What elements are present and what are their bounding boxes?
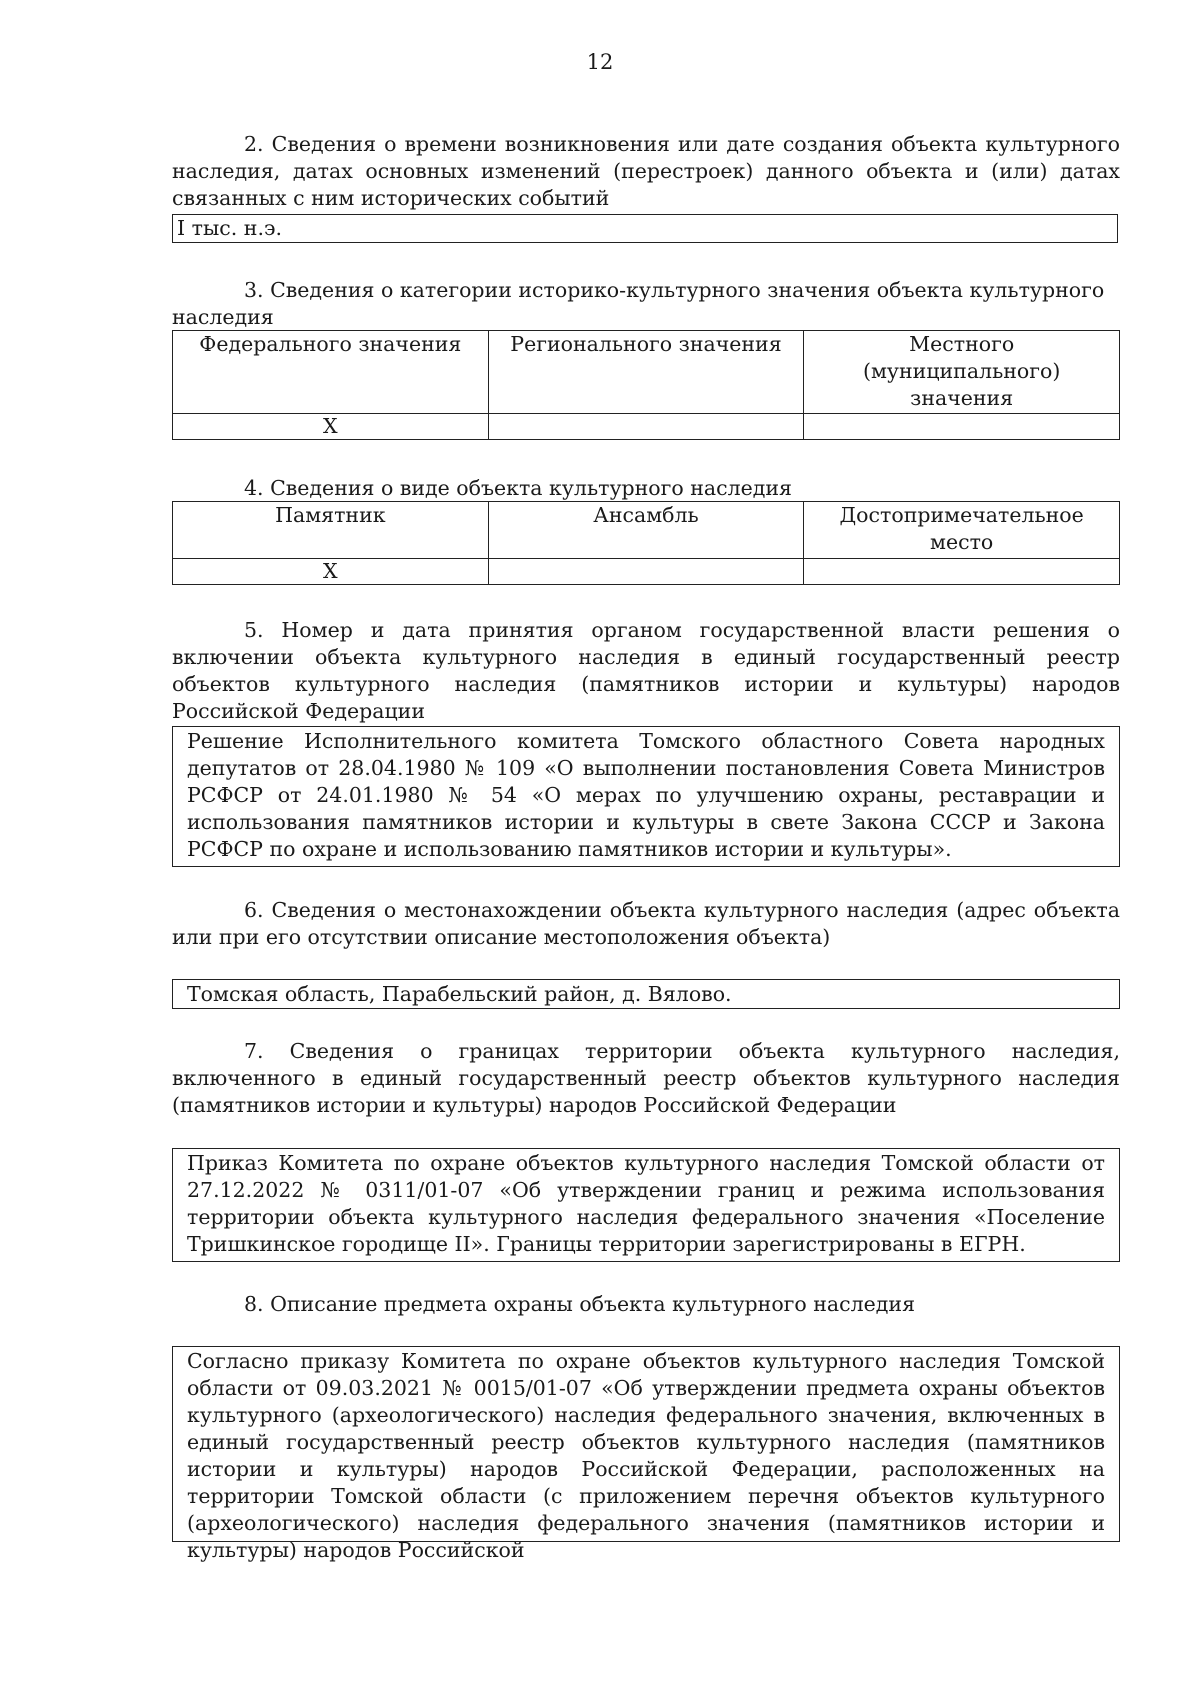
- section-6-heading: 6. Сведения о местонахождении объекта культурного наследия (адрес объекта или при его отсутствии описание местоположения объекта): [172, 898, 1120, 949]
- column-ensemble: Ансамбль: [488, 502, 804, 559]
- mark-regional: [488, 414, 804, 440]
- section-8-heading: 8. Описание предмета охраны объекта культурного наследия: [244, 1292, 916, 1316]
- page-number: 12: [586, 50, 614, 74]
- section-5-value-box: Решение Исполнительного комитета Томского областного Совета народных депутатов от 28.04.1980 № 109 «О выполнении постановления Совета Министров РСФСР от 24.01.1980 № 54 «О мерах по улучшению охраны, реставрации и использования памятников истории и культуры в свете Закона СССР и Закона РСФСР по охране и использованию памятников истории и культуры».: [172, 726, 1120, 867]
- section-8-value-box: Согласно приказу Комитета по охране объектов культурного наследия Томской области от 09.03.2021 № 0015/01-07 «Об утверждении предмета охраны объектов культурного (археологического) наследия федерального значения, включенных в единый государственный реестр объектов культурного наследия (памятников истории и культуры) народов Российской Федерации, расположенных на территории Томской области (с приложением перечня объектов культурного (археологического) наследия федерального значения (памятников истории и культуры) народов Российской: [172, 1346, 1120, 1542]
- table-header-row: [173, 502, 1120, 559]
- table-row: [173, 559, 1120, 585]
- section-2-value: I тыс. н.э.: [177, 216, 282, 240]
- column-local: Местного (муниципального) значения: [804, 331, 1120, 414]
- mark-monument: Х: [173, 559, 489, 585]
- section-2-value-box: [172, 214, 1118, 243]
- section-3-category-table: [172, 330, 1120, 440]
- section-7-heading: 7. Сведения о границах территории объекта культурного наследия, включенного в единый государственный реестр объектов культурного наследия (памятников истории и культуры) народов Российской Федерации: [172, 1039, 1120, 1117]
- section-3-heading: 3. Сведения о категории историко-культурного значения объекта культурного наследия: [172, 278, 1105, 329]
- section-5-heading: 5. Номер и дата принятия органом государственной власти решения о включении объекта культурного наследия в единый государственный реестр объектов культурного наследия (памятников истории и культуры) народов Российской Федерации: [172, 618, 1120, 723]
- mark-landmark: [804, 559, 1120, 585]
- section-4-type-table: [172, 501, 1120, 585]
- section-4-heading: 4. Сведения о виде объекта культурного наследия: [244, 476, 792, 500]
- section-6-value-box: Томская область, Парабельский район, д. Вялово.: [172, 979, 1120, 1009]
- mark-federal: Х: [173, 414, 489, 440]
- column-landmark: Достопримечательное место: [804, 502, 1120, 559]
- column-monument: Памятник: [173, 502, 489, 559]
- table-row: [173, 414, 1120, 440]
- mark-ensemble: [488, 559, 804, 585]
- section-7-value-box: Приказ Комитета по охране объектов культурного наследия Томской области от 27.12.2022 № 0311/01-07 «Об утверждении границ и режима использования территории объекта культурного наследия федерального значения «Поселение Тришкинское городище II». Границы территории зарегистрированы в ЕГРН.: [172, 1148, 1120, 1262]
- column-regional: Регионального значения: [488, 331, 804, 414]
- column-federal: Федерального значения: [173, 331, 489, 414]
- section-2-heading: 2. Сведения о времени возникновения или дате создания объекта культурного наследия, датах основных изменений (перестроек) данного объекта и (или) датах связанных с ним исторических событий: [172, 132, 1120, 210]
- table-header-row: [173, 331, 1120, 414]
- mark-local: [804, 414, 1120, 440]
